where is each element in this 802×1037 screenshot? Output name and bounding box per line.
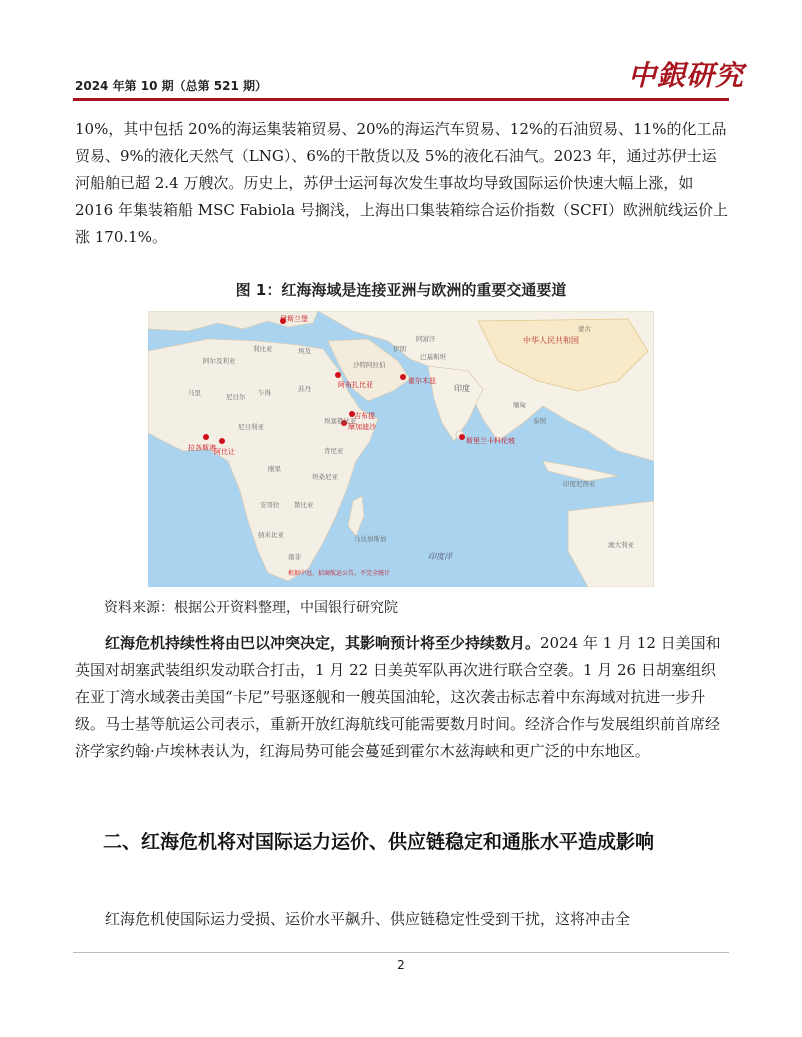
boc-research-logo: 中銀研究	[628, 59, 745, 92]
issue-number: 2024 年第 10 期（总第 521 期）	[75, 79, 268, 93]
label-port-said: 伊斯兰堡	[280, 315, 308, 323]
country-label-20: 阿富汗	[416, 335, 436, 343]
country-label-15: 纳米比亚	[258, 531, 284, 539]
country-label-19: 巴基斯坦	[420, 353, 446, 361]
country-label-25: 澳大利亚	[608, 541, 634, 549]
label-china: 中华人民共和国	[523, 336, 579, 345]
label-colombo: 斯里兰卡科伦坡	[466, 437, 515, 445]
label-djibouti: 吉布提	[354, 412, 375, 420]
footer-rule	[73, 952, 729, 953]
country-label-0: 利比亚	[253, 345, 273, 353]
label-abidjan: 阿比让	[214, 448, 235, 456]
label-somalia: 摩加迪沙	[348, 423, 376, 431]
country-label-8: 尼日利亚	[238, 423, 264, 431]
paragraph-rest: 2024 年 1 月 12 日美国和英国对胡塞武装组织发动联合打击，1 月 22 日美英军队再次进行联合空袭。1 月 26 日胡塞组织在亚丁湾水域袭击美国“卡尼”号驱逐舰和一艘英国油轮，这次袭击标志着中东海域对抗进一步升级。马士基等航运公司表示，重新开放红海航线可能需要数月时间。经济合作与发展组织前首席经济学家约翰·卢埃林表认为，红海局势可能会蔓延到霍尔木兹海峡和更广泛的中东地区。	[75, 634, 721, 760]
paragraph-crisis-duration	[75, 630, 730, 765]
red-sea-map	[148, 311, 654, 587]
section-heading: 二、红海危机将对国际运力运价、供应链稳定和通胀水平造成影响	[103, 831, 655, 853]
paragraph-lead: 红海危机持续性将由巴以冲突决定，其影响预计将至少持续数月。	[105, 634, 541, 652]
country-label-3: 苏丹	[298, 385, 311, 393]
country-label-10: 埃塞俄比亚	[324, 417, 357, 425]
country-label-16: 南非	[288, 553, 301, 561]
label-lagos: 拉各斯港	[188, 444, 216, 452]
page-header	[0, 0, 802, 104]
port-marker-7	[203, 434, 209, 440]
country-label-1: 埃及	[298, 347, 311, 355]
country-label-21: 蒙古	[578, 325, 591, 333]
country-label-11: 肯尼亚	[324, 447, 344, 455]
page-number: 2	[397, 958, 405, 972]
label-india: 印度	[454, 384, 470, 393]
paragraph-impact: 红海危机使国际运力受损、运价水平飙升、供应链稳定性受到干扰，这将冲击全	[105, 910, 631, 928]
country-label-2: 沙特阿拉伯	[353, 361, 386, 369]
port-marker-2	[335, 372, 341, 378]
country-label-13: 安哥拉	[260, 501, 280, 509]
country-label-12: 坦桑尼亚	[312, 473, 338, 481]
country-label-6: 马里	[188, 389, 201, 397]
label-muscat: 霍尔木兹	[408, 377, 436, 385]
label-indian-ocean: 印度洋	[428, 552, 452, 561]
port-marker-8	[219, 438, 225, 444]
figure-source: 资料来源：根据公开资料整理，中国银行研究院	[104, 600, 398, 616]
label-bab: 阿布扎比亚	[338, 381, 373, 389]
country-label-4: 乍得	[258, 389, 271, 397]
country-label-5: 尼日尔	[226, 393, 246, 401]
map-svg	[148, 311, 654, 587]
country-label-23: 泰国	[533, 417, 546, 425]
header-rule	[73, 98, 729, 101]
country-label-17: 马达加斯加	[354, 535, 387, 543]
paragraph-suez-stats: 10%，其中包括 20%的海运集装箱贸易、20%的海运汽车贸易、12%的石油贸易、11%的化工品贸易、9%的液化天然气（LNG）、6%的干散货以及 5%的液化石油气。2023 年，通过苏伊士运河船舶已超 2.4 万艘次。历史上，苏伊士运河每次发生事故均导致国际运价快速大幅上涨，如 2016 年集装箱船 MSC Fabiola 号搁浅，上海出口集装箱综合运价指数（SCFI）欧洲航线运价上涨 170.1%。	[75, 120, 728, 246]
country-label-24: 印度尼西亚	[563, 480, 596, 488]
port-marker-3	[400, 374, 406, 380]
port-marker-6	[459, 434, 465, 440]
country-label-22: 缅甸	[513, 401, 526, 409]
country-label-7: 阿尔及利亚	[203, 357, 236, 365]
country-label-18: 伊朗	[393, 345, 406, 353]
figure-title: 图 1：红海海域是连接亚洲与欧洲的重要交通要道	[235, 281, 567, 299]
country-label-9: 刚果	[268, 465, 281, 473]
label-map-note: 根据中远、招商航运公告，不完全统计	[288, 570, 391, 577]
country-label-14: 赞比亚	[294, 501, 314, 509]
